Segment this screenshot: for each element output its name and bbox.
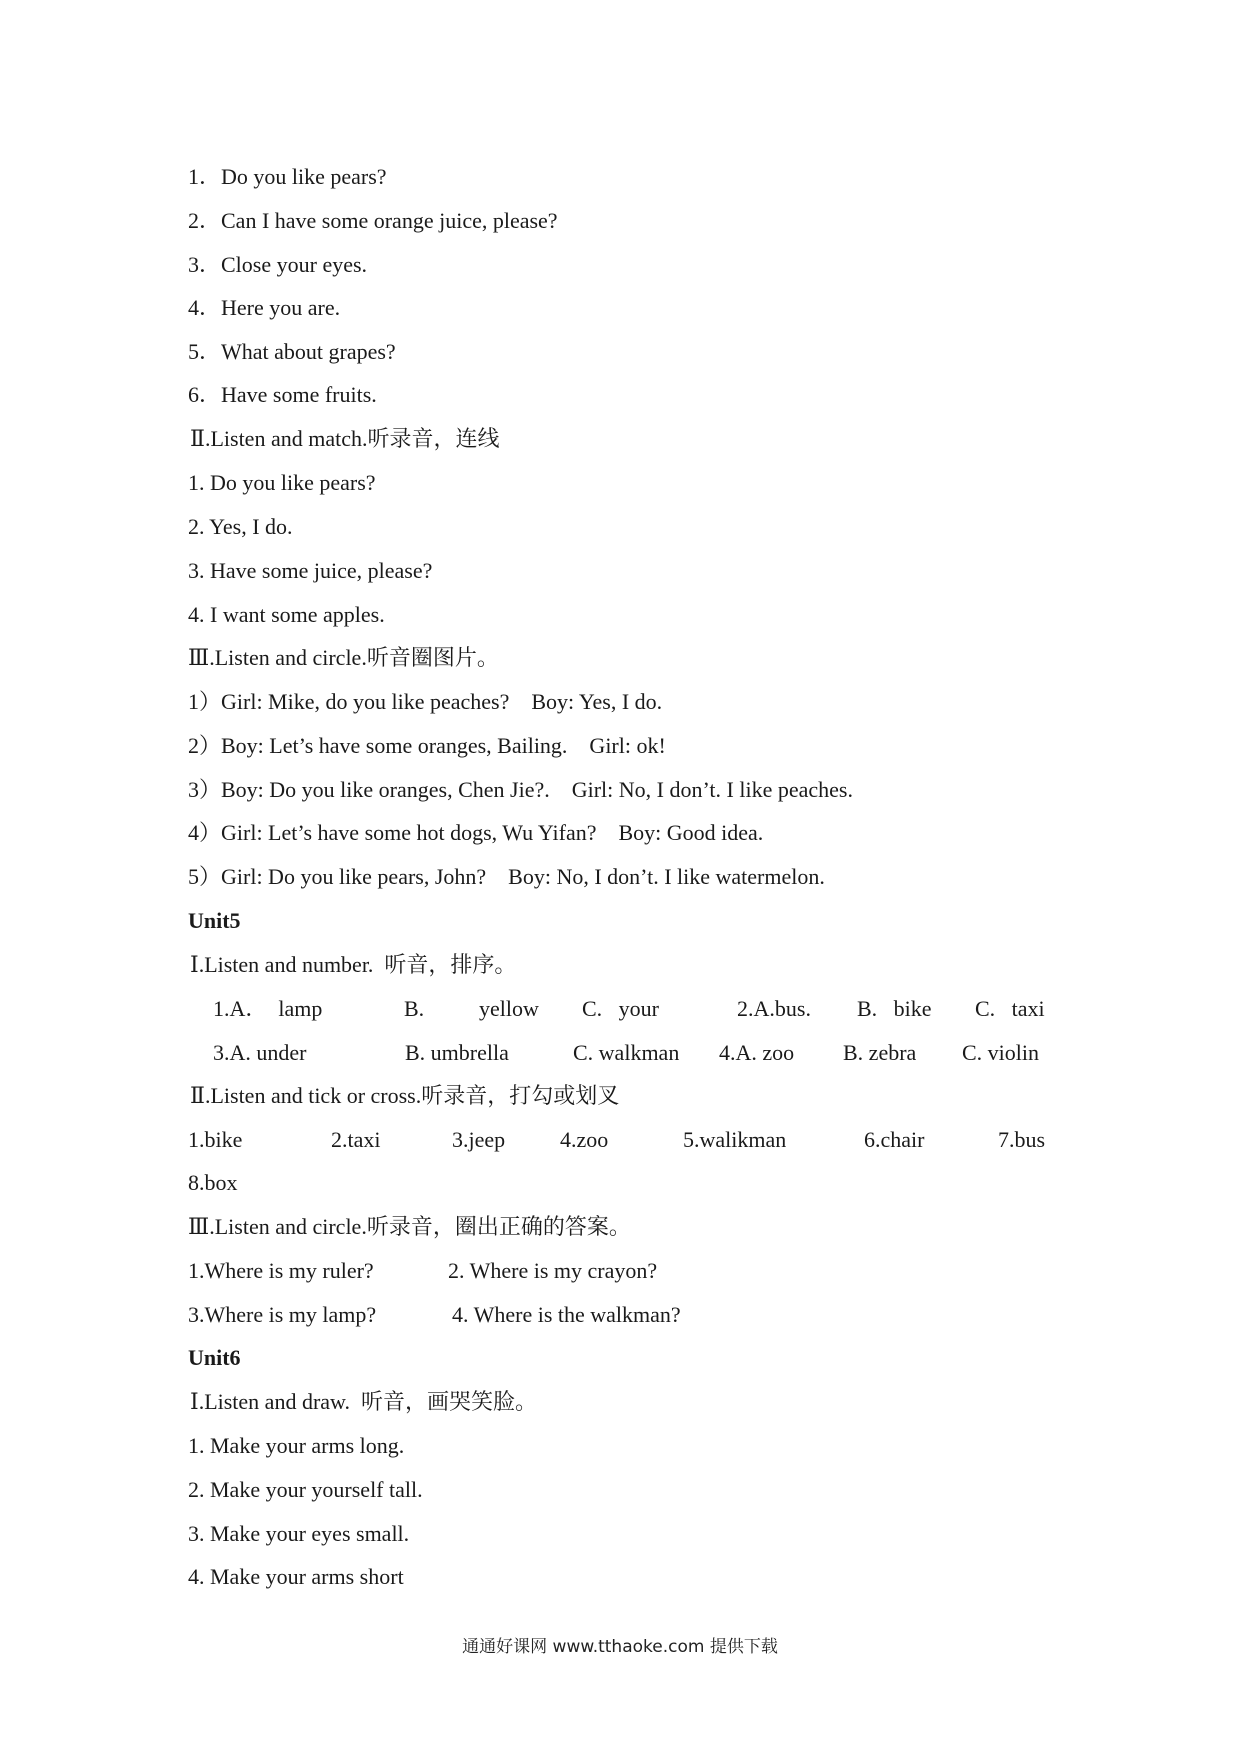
option: B. bike: [857, 996, 932, 1021]
list-item: 1. Make your arms long.: [188, 1433, 405, 1458]
list-item: 6．Have some fruits.: [188, 382, 377, 407]
question-item: 1.Where is my ruler?: [188, 1258, 374, 1283]
list-item: 4．Here you are.: [188, 295, 341, 320]
list-item: 3．Close your eyes.: [188, 252, 368, 277]
page-footer: 通通好课网 www.tthaoke.com 提供下载: [462, 1637, 778, 1657]
option: C. violin: [962, 1040, 1040, 1065]
option: 4.A. zoo: [719, 1040, 795, 1065]
section-title-circle: Ⅲ.Listen and circle.听音圈图片。: [188, 645, 499, 670]
question-item: 2. Where is my crayon?: [448, 1258, 658, 1283]
dialogue-line: 5）Girl: Do you like pears, John? Boy: No, I don’t. I like watermelon.: [188, 864, 825, 889]
word-item: 3.jeep: [452, 1127, 506, 1152]
section-title-match: Ⅱ.Listen and match.听录音，连线: [190, 426, 500, 451]
list-item: 3. Make your eyes small.: [188, 1521, 410, 1546]
list-item: 2. Make your yourself tall.: [188, 1477, 423, 1502]
list-item: 1．Do you like pears?: [188, 164, 387, 189]
list-item: 4. Make your arms short: [188, 1564, 404, 1589]
unit5-number-title: Ⅰ.Listen and number. 听音，排序。: [190, 952, 517, 977]
dialogue-line: 1）Girl: Mike, do you like peaches? Boy: Yes, I do.: [188, 689, 663, 714]
word-item: 2.taxi: [331, 1127, 381, 1152]
question-item: 4. Where is the walkman?: [452, 1302, 681, 1327]
option: 3.A. under: [213, 1040, 307, 1065]
list-item: 2．Can I have some orange juice, please?: [188, 208, 558, 233]
question-item: 3.Where is my lamp?: [188, 1302, 377, 1327]
option: C. walkman: [573, 1040, 680, 1065]
option: 2.A.bus.: [737, 996, 811, 1021]
word-item: 1.bike: [188, 1127, 243, 1152]
option: yellow: [479, 996, 539, 1021]
dialogue-line: 2）Boy: Let’s have some oranges, Bailing. Girl: ok!: [188, 733, 666, 758]
unit5-heading: Unit5: [188, 908, 241, 933]
word-item: 5.walikman: [683, 1127, 787, 1152]
unit6-heading: Unit6: [188, 1345, 241, 1370]
word-item: 6.chair: [864, 1127, 925, 1152]
option: C. your: [582, 996, 659, 1021]
unit5-circle-title: Ⅲ.Listen and circle.听录音，圈出正确的答案。: [188, 1214, 631, 1239]
option: B.: [404, 996, 425, 1021]
list-item: 1. Do you like pears?: [188, 470, 376, 495]
list-item: 5．What about grapes?: [188, 339, 396, 364]
word-item: 8.box: [188, 1170, 238, 1195]
dialogue-line: 4）Girl: Let’s have some hot dogs, Wu Yifan? Boy: Good idea.: [188, 820, 764, 845]
option: C. taxi: [975, 996, 1045, 1021]
option: 1.A． lamp: [213, 996, 323, 1021]
list-item: 3. Have some juice, please?: [188, 558, 433, 583]
unit6-draw-title: Ⅰ.Listen and draw. 听音，画哭笑脸。: [190, 1389, 537, 1414]
word-item: 4.zoo: [560, 1127, 609, 1152]
option: B. umbrella: [405, 1040, 509, 1065]
word-item: 7.bus: [998, 1127, 1046, 1152]
list-item: 4. I want some apples.: [188, 602, 385, 627]
dialogue-line: 3）Boy: Do you like oranges, Chen Jie?. Girl: No, I don’t. I like peaches.: [188, 777, 853, 802]
unit5-tick-title: Ⅱ.Listen and tick or cross.听录音，打勾或划叉: [190, 1083, 620, 1108]
list-item: 2. Yes, I do.: [188, 514, 293, 539]
option: B. zebra: [843, 1040, 917, 1065]
